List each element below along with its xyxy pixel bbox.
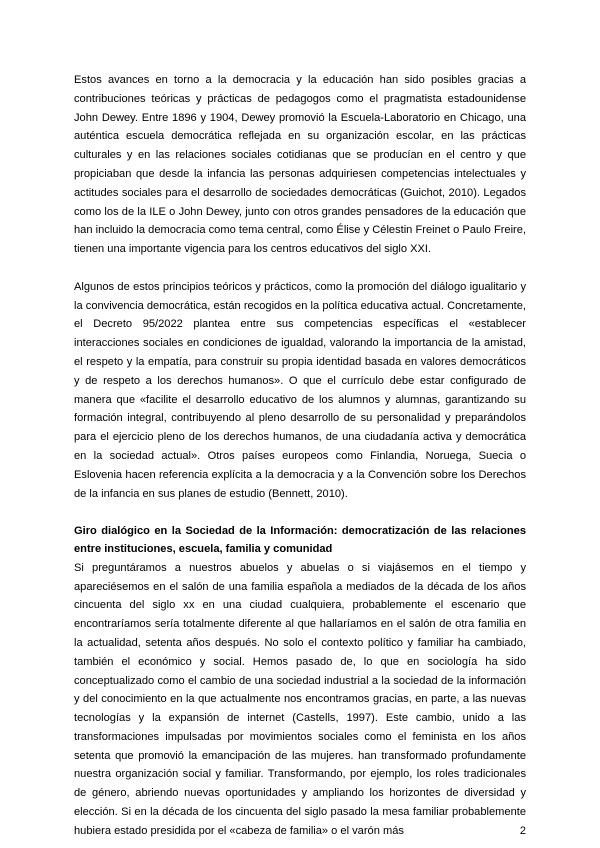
page-number: 2	[519, 825, 526, 837]
paragraph-dewey: Estos avances en torno a la democracia y la educación han sido posibles gracias a contribuciones teóricas y prácticas de pedagogos como el pragmatista estadounidense John Dewey. Entre 1896 y 1904, Dewey promovió la Escuela-Laboratorio en Chicago, una auténtica escuela democrática reflejada en su organización escolar, en las prácticas culturales y en las relaciones sociales cotidianas que se producían en el centro y que propiciaban que desde la infancia las personas adquiriesen competencias intelectuales y actitudes sociales para el desarrollo de sociedades democráticas (Guichot, 2010). Legados como los de la ILE o John Dewey, junto con otros grandes pensadores de la educación que han incluido la democracia como tema central, como Élise y Célestin Freinet o Paulo Freire, tienen una importante vigencia para los centros educativos del siglo XXI.	[74, 74, 526, 256]
paragraph-giro-dialogico: Si preguntáramos a nuestros abuelos y abuelas o si viajásemos en el tiempo y apareciésemos en el salón de una familia española a mediados de la década de los años cincuenta del siglo xx en una ciudad cualquiera, probablemente el escenario que encontraríamos sería totalmente diferente al que hallaríamos en el salón de otra familia en la actualidad, setenta años después. No solo el contexto político y familiar ha cambiado, también el económico y social. Hemos pasado de, lo que en sociología ha sido conceptualizado como el cambio de una sociedad industrial a la sociedad de la información y del conocimiento en la que actualmente nos encontramos gracias, en parte, a las nuevas tecnologías y la expansión de internet (Castells, 1997). Este cambio, unido a las transformaciones impulsadas por movimientos sociales como el feminista en los años setenta que promovió la emancipación de las mujeres. han transformado profundamente nuestra organización social y familiar. Transformando, por ejemplo, los roles tradicionales de género, abriendo nuevas oportunidades y ampliando los horizontes de diversidad y elección. Si en la década de los cincuenta del siglo pasado la mesa familiar probablemente hubiera estado presidida por el «cabeza de familia» o el varón más	[74, 561, 526, 837]
paragraph-decreto: Algunos de estos principios teóricos y prácticos, como la promoción del diálogo igualitario y la convivencia democrática, están recogidos en la política educativa actual. Concretamente, el Decreto 95/2022 plantea entre sus competencias específicas el «establecer interacciones sociales en condiciones de igualdad, valorando la importancia de la amistad, el respeto y la empatía, para construir su propia identidad basada en valores democráticos y de respeto a los derechos humanos». O que el currículo debe estar configurado de manera que «facilite el desarrollo educativo de los alumnos y alumnas, garantizando su formación integral, contribuyendo al pleno desarrollo de su personalidad y preparándolos para el ejercicio pleno de los derechos humanos, de una ciudadanía activa y democrática en la sociedad actual». Otros países europeos como Finlandia, Noruega, Suecia o Eslovenia hacen referencia explícita a la democracia y a la Convención sobre los Derechos de la infancia en sus planes de estudio (Bennett, 2010).	[74, 280, 526, 500]
paragraph-spacer	[74, 503, 526, 522]
section-heading: Giro dialógico en la Sociedad de la Información: democratización de las relaciones entre instituciones, escuela, familia y comunidad	[74, 525, 526, 556]
document-body	[74, 71, 526, 841]
paragraph-spacer	[74, 259, 526, 278]
